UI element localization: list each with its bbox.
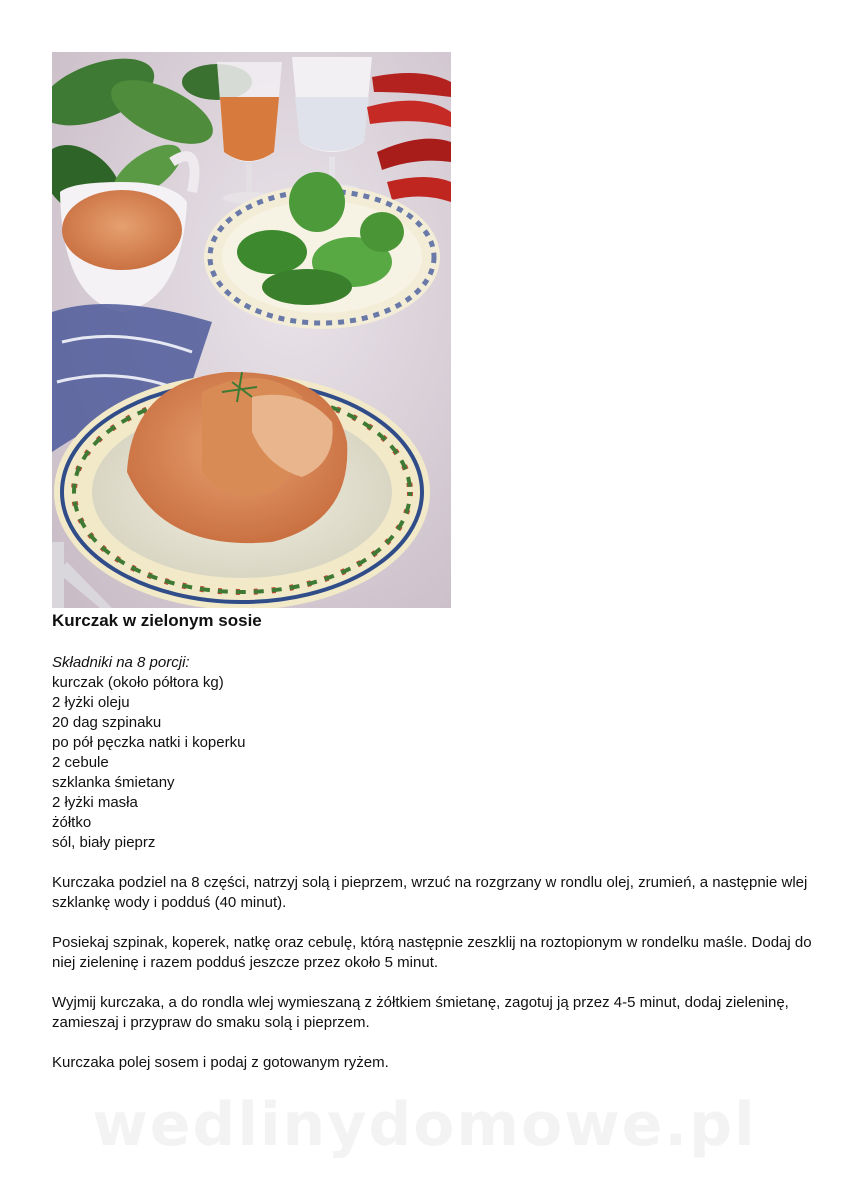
ingredient-item: kurczak (około półtora kg) <box>52 674 224 691</box>
step-paragraph: Posiekaj szpinak, koperek, natkę oraz cebulę, którą następnie zeszklij na roztopionym w rondelku maśle. Dodaj do niej zieleninę i razem podduś jeszcze przez około 5 minut. <box>52 934 812 971</box>
recipe-content <box>52 653 812 1073</box>
ingredient-item: żółtko <box>52 814 92 831</box>
watermark: wedlinydomowe.pl <box>92 1090 757 1160</box>
ingredient-item: sól, biały pieprz <box>52 834 156 851</box>
ingredient-item: szklanka śmietany <box>52 774 175 791</box>
step-paragraph: Wyjmij kurczaka, a do rondla wlej wymieszaną z żółtkiem śmietanę, zagotuj ją przez 4-5 minut, dodaj zieleninę, zamieszaj i przypraw do smaku solą i pieprzem. <box>52 994 789 1031</box>
step-paragraph: Kurczaka polej sosem i podaj z gotowanym ryżem. <box>52 1054 389 1071</box>
recipe-title: Kurczak w zielonym sosie <box>52 611 262 630</box>
ingredient-item: 20 dag szpinaku <box>52 714 162 731</box>
ingredients-list <box>52 673 812 853</box>
ingredient-item: 2 łyżki masła <box>52 794 138 811</box>
ingredient-item: 2 łyżki oleju <box>52 694 130 711</box>
ingredients-header: Składniki na 8 porcji: <box>52 654 190 671</box>
ingredient-item: 2 cebule <box>52 754 109 771</box>
ingredient-item: po pół pęczka natki i koperku <box>52 734 246 751</box>
dish-photo <box>52 52 451 608</box>
step-paragraph: Kurczaka podziel na 8 części, natrzyj solą i pieprzem, wrzuć na rozgrzany w rondlu olej, zrumień, a następnie wlej szklankę wody i podduś (40 minut). <box>52 874 808 911</box>
